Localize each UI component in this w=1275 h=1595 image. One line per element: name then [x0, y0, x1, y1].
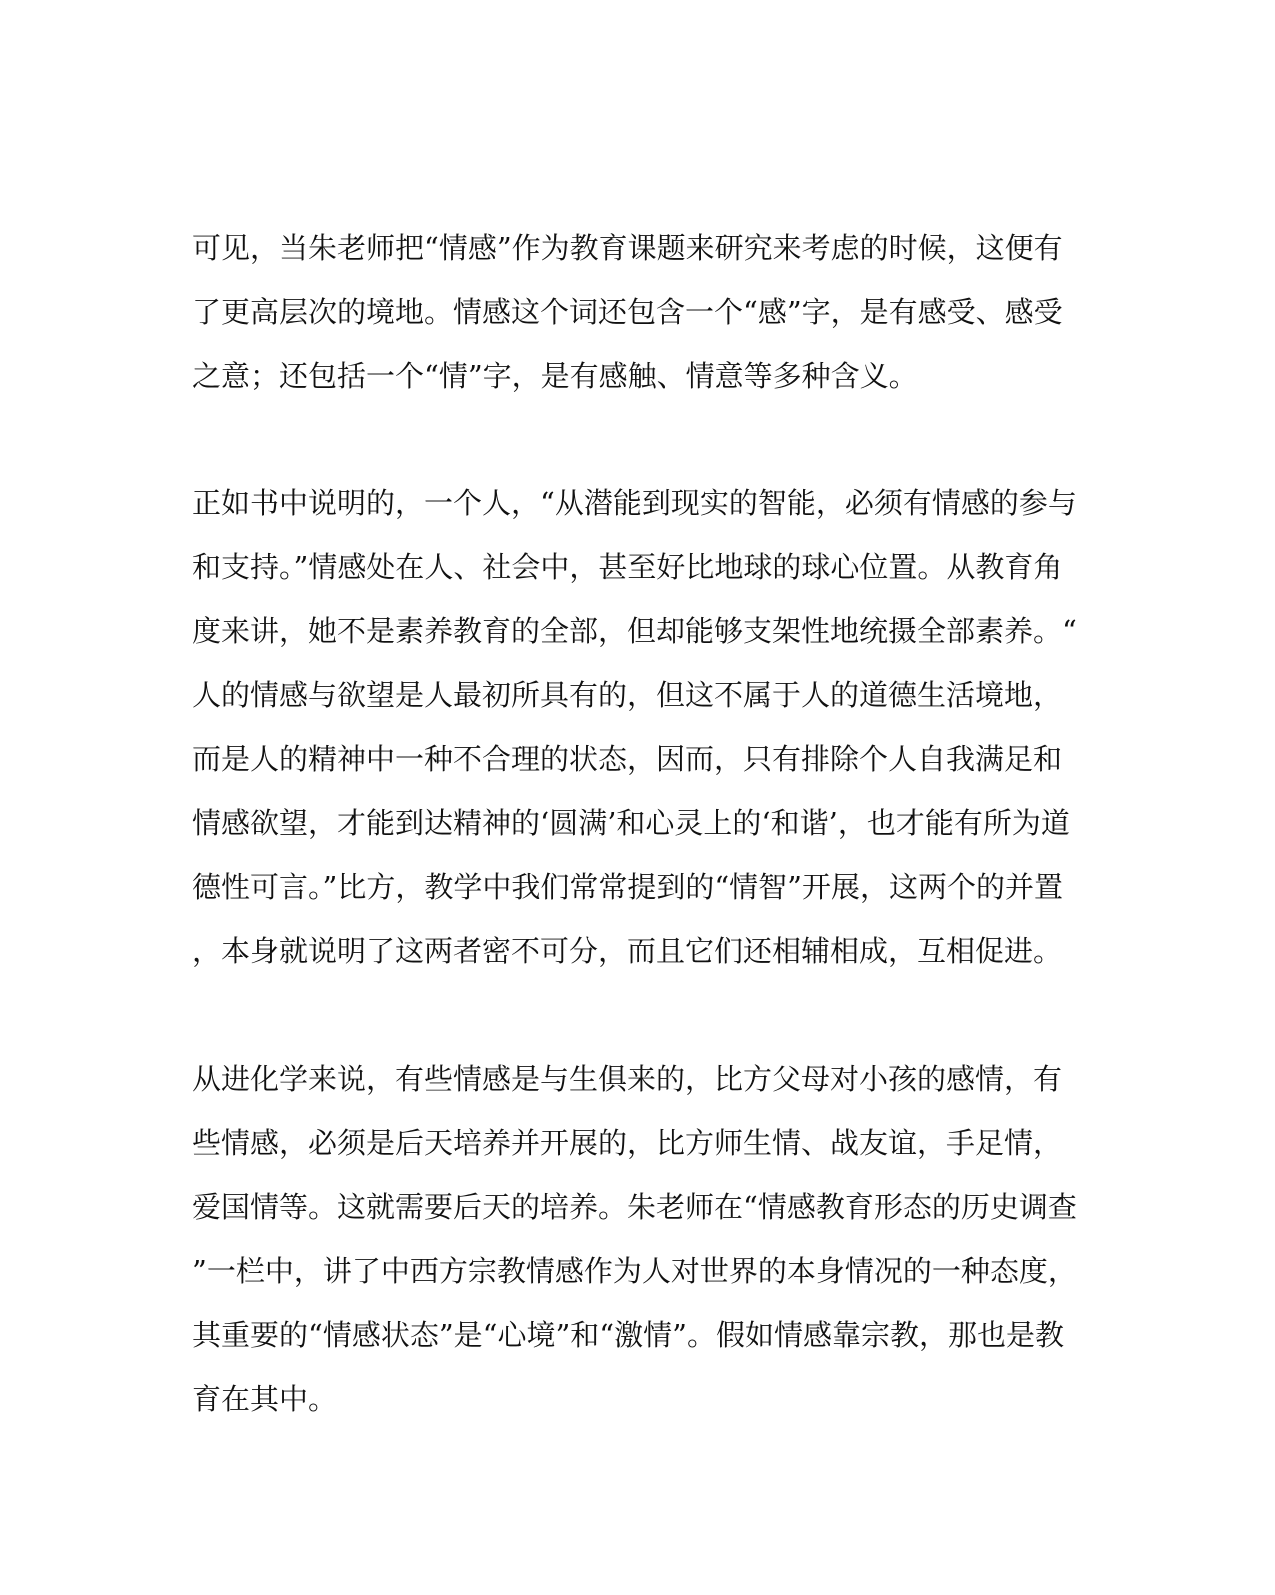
paragraph-1 — [192, 216, 1092, 408]
text-line: ”一栏中，讲了中西方宗教情感作为人对世界的本身情况的一种态度， — [192, 1254, 1077, 1288]
paragraph-2 — [192, 471, 1092, 983]
text-line: 和支持。”情感处在人、社会中，甚至好比地球的球心位置。从教育角 — [192, 550, 1063, 584]
text-line: ，本身就说明了这两者密不可分，而且它们还相辅相成，互相促进。 — [192, 934, 1063, 968]
text-line: 爱国情等。这就需要后天的培养。朱老师在“情感教育形态的历史调查 — [192, 1190, 1077, 1224]
text-line: 人的情感与欲望是人最初所具有的，但这不属于人的道德生活境地， — [192, 678, 1063, 712]
text-line: 其重要的“情感状态”是“心境”和“激情”。假如情感靠宗教，那也是教 — [192, 1318, 1064, 1352]
paragraph-3 — [192, 1047, 1092, 1431]
text-line: 正如书中说明的，一个人，“从潜能到现实的智能，必须有情感的参与 — [192, 486, 1077, 520]
text-line: 情感欲望，才能到达精神的‘圆满’和心灵上的‘和谐’，也才能有所为道 — [192, 806, 1070, 840]
text-line: 育在其中。 — [192, 1382, 338, 1416]
text-line: 可见，当朱老师把“情感”作为教育课题来研究来考虑的时候，这便有 — [192, 231, 1063, 265]
text-line: 了更高层次的境地。情感这个词还包含一个“感”字，是有感受、感受 — [192, 295, 1063, 329]
text-line: 从进化学来说，有些情感是与生俱来的，比方父母对小孩的感情，有 — [192, 1062, 1063, 1096]
text-line: 度来讲，她不是素养教育的全部，但却能够支架性地统摄全部素养。“ — [192, 614, 1077, 648]
text-line: 之意；还包括一个“情”字，是有感触、情意等多种含义。 — [192, 359, 918, 393]
text-line: 些情感，必须是后天培养并开展的，比方师生情、战友谊，手足情， — [192, 1126, 1063, 1160]
text-line: 德性可言。”比方，教学中我们常常提到的“情智”开展，这两个的并置 — [192, 870, 1063, 904]
text-line: 而是人的精神中一种不合理的状态，因而，只有排除个人自我满足和 — [192, 742, 1063, 776]
